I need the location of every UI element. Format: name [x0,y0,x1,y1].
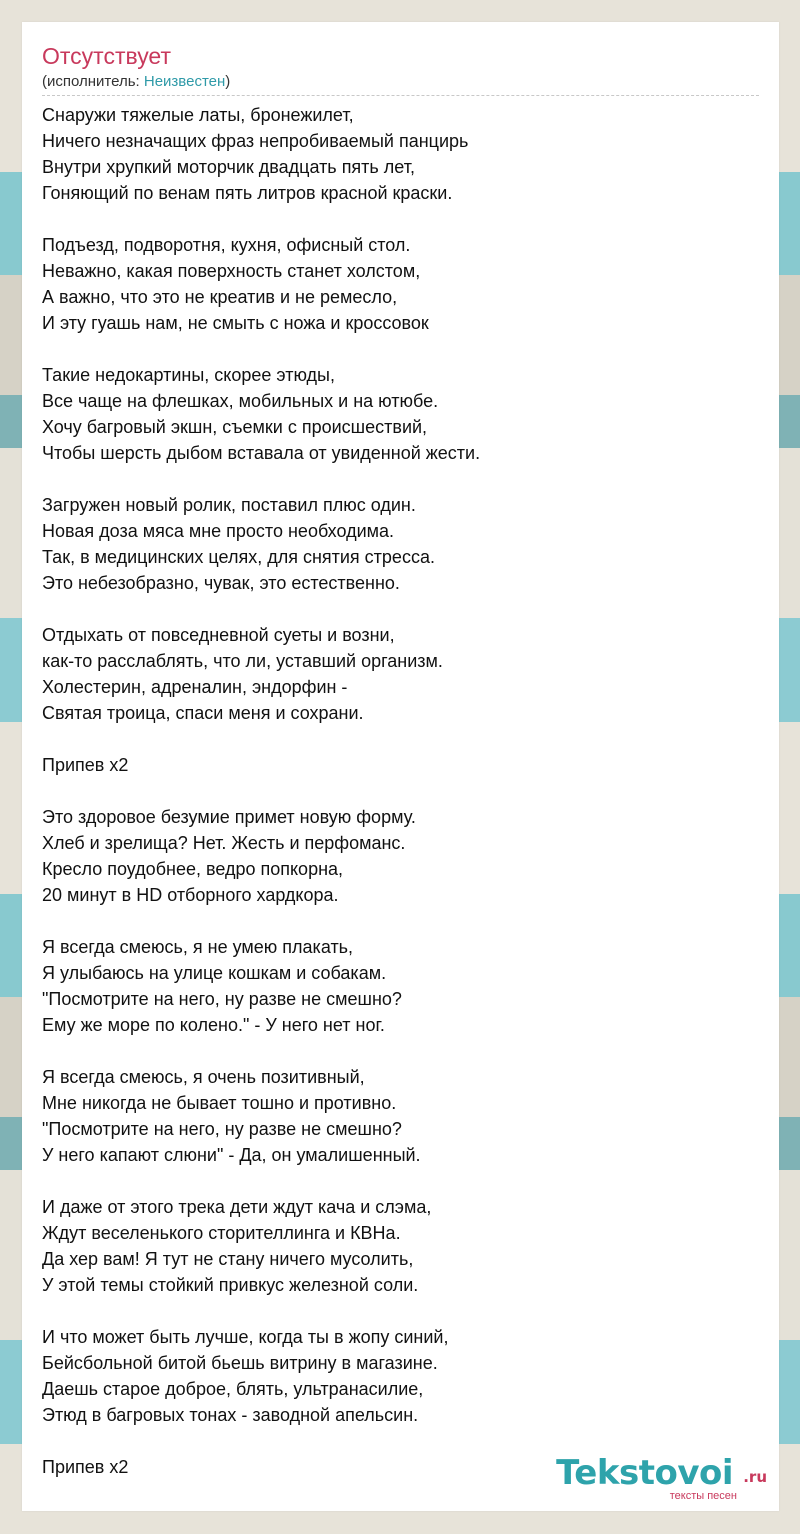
lyrics-line: Бейсбольной битой бьешь витрину в магазине. [42,1353,438,1373]
lyrics-line: Этюд в багровых тонах - заводной апельсин. [42,1405,419,1425]
performer-prefix: (исполнитель: [42,73,144,90]
lyrics-line: Припев x2 [42,1457,129,1477]
lyrics-card [22,22,779,1511]
lyrics-line: Я всегда смеюсь, я не умею плакать, [42,937,354,957]
lyrics-line: И что может быть лучше, когда ты в жопу синий, [42,1327,449,1347]
lyrics-line: У него капают слюни" - Да, он умалишенный. [42,1145,421,1165]
lyrics-line: Холестерин, адреналин, эндорфин - [42,677,348,697]
lyrics-line: Снаружи тяжелые латы, бронежилет, [42,105,354,125]
lyrics-line: Это здоровое безумие примет новую форму. [42,807,416,827]
lyrics-stanza [42,934,742,1038]
lyrics-line: А важно, что это не креатив и не ремесло, [42,287,398,307]
lyrics-line: "Посмотрите на него, ну разве не смешно? [42,1119,402,1139]
lyrics-line: Да хер вам! Я тут не стану ничего мусолить, [42,1249,414,1269]
lyrics-line: Чтобы шерсть дыбом вставала от увиденной жести. [42,443,481,463]
lyrics-stanza [42,362,742,466]
lyrics-stanza [42,1324,742,1428]
performer-line [42,72,230,92]
site-logo[interactable] [557,1453,767,1505]
lyrics-stanza [42,804,742,908]
lyrics-stanza [42,1064,742,1168]
lyrics-line: И даже от этого трека дети ждут кача и слэма, [42,1197,432,1217]
lyrics-line: Внутри хрупкий моторчик двадцать пять лет, [42,157,415,177]
lyrics-line: Неважно, какая поверхность станет холстом, [42,261,421,281]
lyrics-line: как-то расслаблять, что ли, уставший организм. [42,651,443,671]
lyrics-stanza [42,1194,742,1298]
performer-link[interactable]: Неизвестен [143,73,226,90]
performer-suffix: ) [225,73,231,90]
lyrics-line: Все чаще на флешках, мобильных и на ютюбе. [42,391,439,411]
lyrics-stanza [42,232,742,336]
lyrics-line: Хлеб и зрелища? Нет. Жесть и перфоманс. [42,833,406,853]
lyrics-line: Новая доза мяса мне просто необходима. [42,521,395,541]
lyrics-text [42,102,742,1506]
lyrics-line: Подъезд, подворотня, кухня, офисный стол. [42,235,411,255]
lyrics-line: Это небезобразно, чувак, это естественно. [42,573,400,593]
lyrics-line: Ничего незначащих фраз непробиваемый панцирь [42,131,469,151]
lyrics-line: Отдыхать от повседневной суеты и возни, [42,625,395,645]
lyrics-line: Ему же море по колено." - У него нет ног. [42,1015,385,1035]
lyrics-line: Припев x2 [42,755,129,775]
lyrics-line: Так, в медицинских целях, для снятия стресса. [42,547,435,567]
lyrics-line: И эту гуашь нам, не смыть с ножа и кроссовок [42,313,429,333]
lyrics-line: 20 минут в HD отборного хардкора. [42,885,339,905]
lyrics-line: Загружен новый ролик, поставил плюс один. [42,495,416,515]
lyrics-line: У этой темы стойкий привкус железной соли. [42,1275,419,1295]
lyrics-stanza [42,492,742,596]
lyrics-line: Такие недокартины, скорее этюды, [42,365,335,385]
logo-tagline: тексты песен [669,1490,737,1502]
lyrics-line: Гоняющий по венам пять литров красной краски. [42,183,453,203]
lyrics-line: Я всегда смеюсь, я очень позитивный, [42,1067,365,1087]
title-divider [42,95,759,96]
lyrics-stanza [42,102,742,206]
lyrics-stanza [42,622,742,726]
lyrics-line: Я улыбаюсь на улице кошкам и собакам. [42,963,387,983]
lyrics-line: Мне никогда не бывает тошно и противно. [42,1093,397,1113]
lyrics-line: Ждут веселенького сторителлинга и КВНа. [42,1223,401,1243]
lyrics-stanza [42,752,742,778]
logo-wordmark: Tekstovoi [556,1453,733,1493]
lyrics-line: Хочу багровый экшн, съемки с происшествий, [42,417,428,437]
lyrics-line: Даешь старое доброе, блять, ультранасилие, [42,1379,424,1399]
lyrics-line: Кресло поудобнее, ведро попкорна, [42,859,344,879]
lyrics-line: "Посмотрите на него, ну разве не смешно? [42,989,402,1009]
song-title: Отсутствует [42,43,171,69]
lyrics-line: Святая троица, спаси меня и сохрани. [42,703,364,723]
logo-tld: .ru [743,1468,767,1486]
